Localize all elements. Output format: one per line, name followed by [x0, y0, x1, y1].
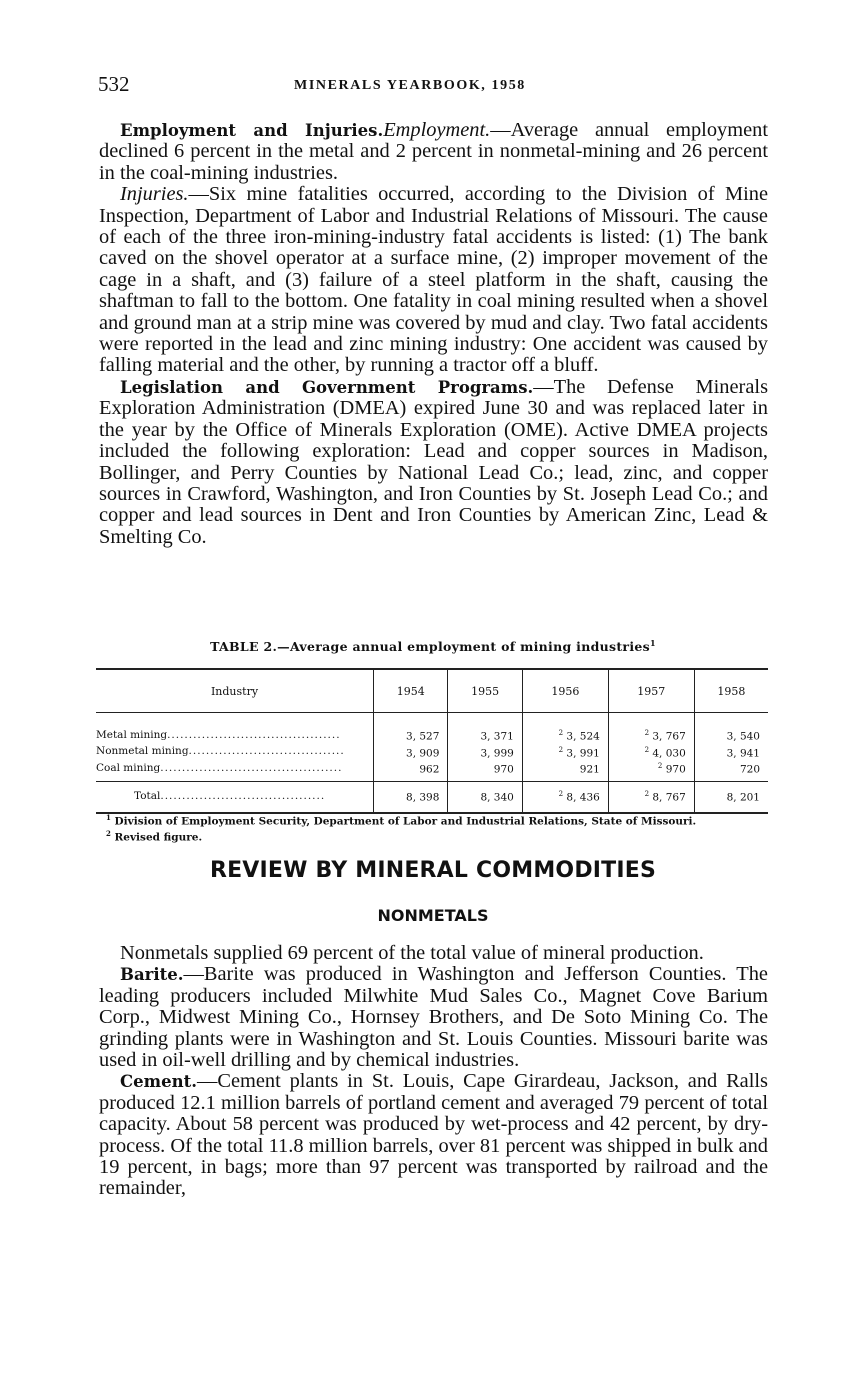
table-cell: 921 [522, 760, 608, 781]
column-header: 1956 [522, 669, 608, 713]
table-row [96, 760, 768, 781]
total-row [96, 781, 768, 813]
table-caption-text: TABLE 2.—Average annual employment of mining industries [210, 639, 650, 655]
row-label: Metal mining........................................ [96, 728, 341, 741]
column-header: 1958 [694, 669, 768, 713]
table-footnotes [106, 812, 766, 843]
table-header-row [96, 669, 768, 713]
footnote: $^2$ Revised figure. [106, 828, 203, 843]
row-label: Coal mining.......................................... [96, 761, 343, 774]
column-header: 1957 [608, 669, 694, 713]
column-header: 1955 [448, 669, 522, 713]
section-title: REVIEW BY MINERAL COMMODITIES [209, 858, 657, 883]
table-cell: 962 [374, 760, 448, 781]
injuries-paragraph [99, 184, 768, 377]
table-cell: 3, 371 [448, 713, 522, 744]
page-header [98, 72, 768, 102]
table-cell: 970 [448, 760, 522, 781]
employment-section [99, 120, 768, 548]
cement-paragraph [99, 1071, 768, 1199]
table-cell: 3, 999 [448, 744, 522, 761]
injuries-subheading: Injuries. [120, 183, 189, 206]
row-label: Nonmetal mining.................................... [96, 745, 345, 758]
table-cell: $^2$ 8, 767 [608, 781, 694, 813]
table-caption [98, 638, 768, 654]
table-cell: 3, 941 [694, 744, 768, 761]
injuries-text: —Six mine fatalities occurred, according to the Division of Mine Inspection, Department of Labor and Industrial Relations of Missouri. The cause of each of the three iron-mining-industry fatal accidents is listed: (1) The bank caved on the shovel operator at a surface mine, (2) improper movement of the cage in a shaft, and (3) failure of a steel platform in the shaft, causing the shaftman to fall to the bottom. One fatality in coal mining resulted when a shovel and ground man at a strip mine was covered by mud and clay. Two fatal accidents were reported in the lead and zinc mining industry: One accident was caused by falling material and the other, by running a tractor off a bluff. [99, 183, 768, 377]
table-cell: 3, 527 [374, 713, 448, 744]
column-header: 1954 [374, 669, 448, 713]
legislation-paragraph [99, 377, 768, 548]
table-cell: $^2$ 8, 436 [522, 781, 608, 813]
table-row [96, 713, 768, 744]
table-cell: $^2$ 970 [608, 760, 694, 781]
nonmetals-section [99, 943, 768, 1200]
employment-text: —Average annual employment declined 6 percent in the metal and 2 percent in nonmetal-mining and 26 percent in the coal-mining industries. [99, 119, 768, 184]
employment-heading: Employment and Injuries. [120, 121, 384, 140]
employment-subheading: Employment. [383, 119, 491, 141]
nonmetals-intro: Nonmetals supplied 69 percent of the total value of mineral production. [120, 942, 704, 964]
table-cell: $^2$ 3, 767 [608, 713, 694, 744]
cement-heading: Cement. [120, 1072, 197, 1092]
barite-heading: Barite. [120, 965, 184, 985]
cement-text: —Cement plants in St. Louis, Cape Girardeau, Jackson, and Ralls produced 12.1 million barrels of portland cement and averaged 79 percent of total capacity. About 58 percent was produced by wet-process and 42 percent, by dry-process. Of the total 11.8 million barrels, over 81 percent was shipped in bulk and 19 percent, in bags; more than 97 percent was transported by railroad and the remainder, [99, 1070, 768, 1200]
table-cell: 3, 540 [694, 713, 768, 744]
page-number: 532 [98, 72, 130, 96]
footnote: $^1$ Division of Employment Security, Department of Labor and Industrial Relations, State of Missouri. [106, 813, 697, 828]
table-cell: 8, 340 [448, 781, 522, 813]
table-cell: 8, 398 [374, 781, 448, 813]
section-subtitle: NONMETALS [377, 906, 489, 925]
table-cell: $^2$ 4, 030 [608, 744, 694, 761]
barite-paragraph [99, 964, 768, 1071]
column-header: Industry [96, 669, 374, 713]
barite-text: —Barite was produced in Washington and Jefferson Counties. The leading producers included Milwhite Mud Sales Co., Magnet Cove Barium Corp., Midwest Mining Co., Hornsey Brothers, and De Soto Mining Co. The grinding plants were in Washington and St. Louis Counties. Missouri barite was used in oil-well drilling and by chemical industries. [99, 963, 768, 1072]
table-cell: 8, 201 [694, 781, 768, 813]
running-title: MINERALS YEARBOOK, 1958 [294, 78, 526, 93]
table-cell: $^2$ 3, 991 [522, 744, 608, 761]
table-cell: $^2$ 3, 524 [522, 713, 608, 744]
employment-table [96, 668, 768, 814]
legislation-text: —The Defense Minerals Exploration Administration (DMEA) expired June 30 and was replaced later in the year by the Office of Minerals Exploration (OME). Active DMEA projects included the following exploration: Lead and copper sources in Madison, Bollinger, and Perry Counties by National Lead Co.; lead, zinc, and copper sources in Crawford, Washington, and Iron Counties by St. Joseph Lead Co.; and copper and lead sources in Dent and Iron Counties by American Zinc, Lead & Smelting Co. [99, 375, 768, 548]
table-row [96, 744, 768, 761]
table-cell: 3, 909 [374, 744, 448, 761]
employment-paragraph [99, 120, 768, 184]
table-caption-note: 1 [649, 638, 656, 648]
row-label: Total...................................... [96, 781, 374, 813]
table-cell: 720 [694, 760, 768, 781]
legislation-heading: Legislation and Government Programs. [120, 377, 534, 397]
